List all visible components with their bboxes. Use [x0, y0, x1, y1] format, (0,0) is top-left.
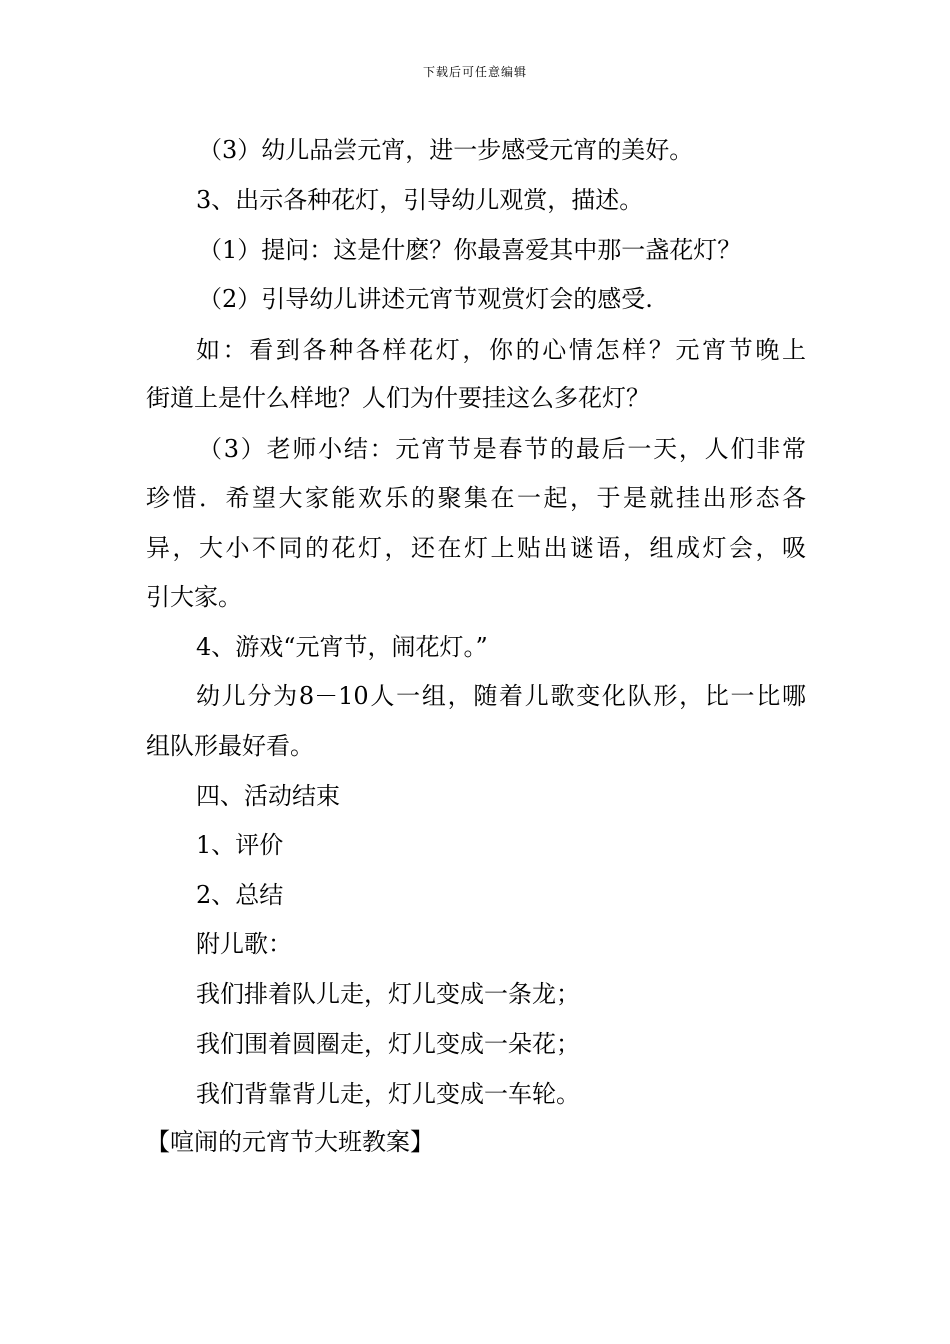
list-item: 1、评价 [196, 831, 284, 859]
paragraph-line: 异，大小不同的花灯，还在灯上贴出谜语，组成灯会，吸 [146, 534, 806, 562]
paragraph-line: 组队形最好看。 [146, 732, 314, 760]
paragraph-line: 附儿歌： [196, 930, 292, 958]
song-line: 我们围着圆圈走，灯儿变成一朵花； [196, 1030, 580, 1058]
paragraph-line: （1）提问：这是什麽？你最喜爱其中那一盏花灯？ [198, 236, 742, 264]
paragraph-line: 3、出示各种花灯，引导幼儿观赏，描述。 [196, 186, 644, 214]
paragraph-line: 引大家。 [146, 583, 242, 611]
page-header: 下载后可任意编辑 [422, 65, 527, 79]
paragraph-line: 4、游戏“元宵节，闹花灯。” [196, 633, 488, 661]
section-heading: 四、活动结束 [196, 782, 340, 810]
list-item: 2、总结 [196, 881, 284, 909]
paragraph-line: （3）老师小结：元宵节是春节的最后一天，人们非常 [198, 435, 806, 463]
song-line: 我们背靠背儿走，灯儿变成一车轮。 [196, 1080, 580, 1108]
song-line: 我们排着队儿走，灯儿变成一条龙； [196, 980, 580, 1008]
paragraph-line: 幼儿分为8－10人一组，随着儿歌变化队形，比一比哪 [196, 682, 806, 710]
paragraph-line: （2）引导幼儿讲述元宵节观赏灯会的感受. [198, 285, 653, 313]
paragraph-line: 珍惜．希望大家能欢乐的聚集在一起，于是就挂出形态各 [146, 484, 806, 512]
paragraph-line: 街道上是什么样地？人们为什要挂这么多花灯？ [146, 384, 650, 412]
section-title: 【喧闹的元宵节大班教案】 [146, 1128, 434, 1156]
paragraph-line: （3）幼儿品尝元宵，进一步感受元宵的美好。 [198, 136, 694, 164]
paragraph-line: 如：看到各种各样花灯，你的心情怎样？元宵节晚上 [196, 336, 806, 364]
